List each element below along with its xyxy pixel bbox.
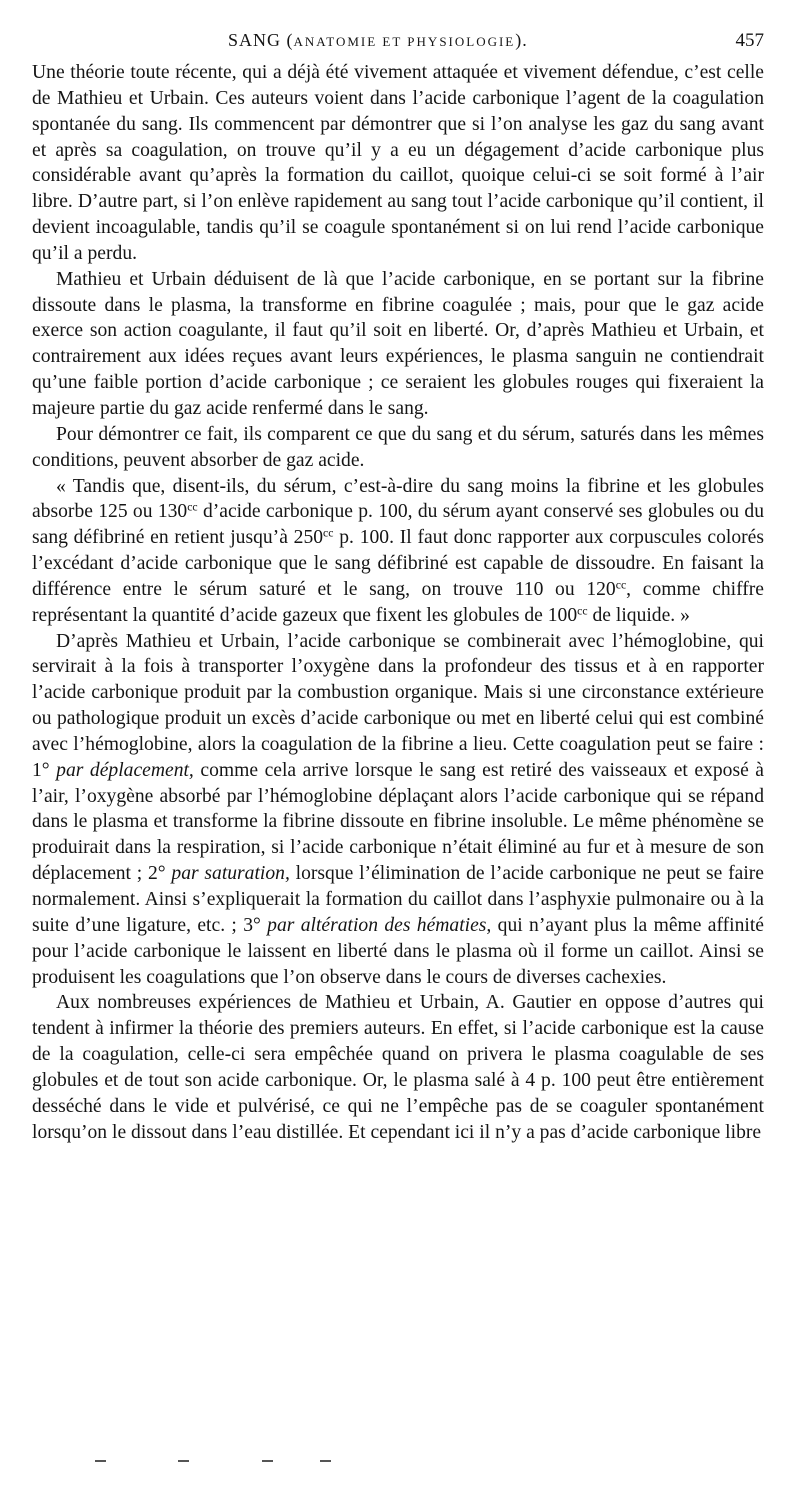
- print-mark: [95, 1460, 106, 1462]
- paragraph-4-quotation: [32, 474, 764, 629]
- running-title-sub: ANATOMIE ET PHYSIOLOGIE: [293, 34, 516, 49]
- paragraph-2: Mathieu et Urbain déduisent de là que l’acide carbonique, en se portant sur la fibrine dissoute dans le plasma, la transforme en fibrine coagulée ; mais, pour que le gaz acide exerce son action coagulante, il faut qu’il soit en liberté. Or, d’après Mathieu et Urbain, et contrairement aux idées reçues avant leurs expériences, le plasma sanguin ne contiendrait qu’une faible portion d’acide carbonique ; ce seraient les globules rouges qui fixeraient la majeure partie du gaz acide renfermé dans le sang.: [32, 268, 764, 419]
- p5-text-d: qui n’ayant plus la même affinité pour l’acide carbonique le laissent en liberté dans le plasma où il forme un caillot. Ainsi se produisent les coagulations que l’on observe dans le cours de diverses cachexies.: [32, 914, 764, 988]
- running-head: [32, 28, 764, 60]
- running-title-close: ).: [515, 30, 528, 50]
- running-title: [228, 30, 528, 51]
- p5-text-c: lorsque l’élimination de l’acide carbonique ne peut se faire normalement. Ainsi s’expliquerait la formation du caillot dans l’asphyxie pulmonaire ou à la suite d’une ligature, etc. ; 3°: [32, 863, 764, 936]
- p5-text-b: comme cela arrive lorsque le sang est retiré des vaisseaux et exposé à l’air, l’oxygène absorbé par l’hémoglobine déplaçant alors l’acide carbonique qui se répand dans le plasma et transforme la fibrine dissoute en fibrine insoluble. Le même phénomène se produirait dans la respiration, si l’acide carbonique n’était éliminé au fur et à mesure de son déplacement ; 2°: [32, 759, 765, 885]
- paragraph-3: Pour démontrer ce fait, ils comparent ce que du sang et du sérum, saturés dans les mêmes conditions, peuvent absorber de gaz acide.: [32, 423, 764, 471]
- cc-superscript: cc: [615, 578, 627, 592]
- page-bottom-marks: [0, 1460, 800, 1464]
- paragraph-5: [32, 629, 764, 991]
- italic-term-saturation: par saturation,: [171, 863, 290, 885]
- italic-term-alteration: par altération des hématies,: [267, 914, 492, 936]
- italic-term-deplacement: par déplacement,: [56, 759, 194, 781]
- print-mark: [320, 1460, 331, 1462]
- paragraph-1: Une théorie toute récente, qui a déjà été vivement attaquée et vivement défendue, c’est celle de Mathieu et Urbain. Ces auteurs voient dans l’acide carbonique l’agent de la coagulation spontanée du sang. Ils commencent par démontrer que si l’on analyse les gaz du sang avant et après sa coagulation, on trouve qu’il y a eu un dégagement d’acide carbonique plus considérable avant qu’après la formation du caillot, quoique celui-ci se soit formé à l’air libre. D’autre part, si l’on enlève rapidement au sang tout l’acide carbonique qu’il contient, il devient incoagulable, tandis qu’il se coagule spontanément si on lui rend l’acide carbonique qu’il a perdu.: [32, 62, 764, 264]
- quote-text-e: de liquide. »: [587, 604, 690, 626]
- print-mark: [262, 1460, 273, 1462]
- running-title-main: SANG: [228, 30, 282, 50]
- page-number: 457: [735, 30, 764, 51]
- quote-text-a: « Tandis que, disent-ils, du sérum, c’est-à-dire du sang moins la fibrine et les globules absorbe 125 ou 130: [32, 475, 764, 523]
- running-title-open: (: [286, 30, 294, 50]
- paragraph-6: Aux nombreuses expériences de Mathieu et Urbain, A. Gautier en oppose d’autres qui tendent à infirmer la théorie des premiers auteurs. En effet, si l’acide carbonique est la cause de la coagulation, celle-ci sera empêchée quand on privera le plasma coagulable de ses globules et de tout son acide carbonique. Or, le plasma salé à 4 p. 100 peut être entièrement desséché dans le vide et pulvérisé, ce qui ne l’empêche pas de se coaguler spontanément lorsqu’on le dissout dans l’eau distillée. Et cependant ici il n’y a pas d’acide carbonique libre: [32, 992, 764, 1143]
- cc-superscript: cc: [187, 500, 198, 514]
- print-mark: [178, 1460, 189, 1462]
- p5-text-a: D’après Mathieu et Urbain, l’acide carbonique se combinerait avec l’hémoglobine, qui servirait à la fois à transporter l’oxygène dans la profondeur des tissus et à en rapporter l’acide carbonique produit par la combustion organique. Mais si une circonstance extérieure ou pathologique produit un excès d’acide carbonique ou met en liberté celui qui est combiné avec l’hémoglobine, alors la coagulation de la fibrine a lieu. Cette coagulation peut se faire : 1°: [32, 630, 764, 781]
- page: [32, 28, 764, 1145]
- quote-text-d: , comme chiffre représentant la quantité d’acide gazeux que fixent les globules de 100: [32, 578, 764, 626]
- cc-superscript: cc: [323, 526, 334, 540]
- cc-superscript: cc: [577, 604, 588, 618]
- body-text: [32, 60, 764, 1145]
- quote-text-c: p. 100. Il faut donc rapporter aux corpuscules colorés l’excédant d’acide carbonique que le sang défibriné est capable de dissoudre. En faisant la différence entre le sérum saturé et le sang, on trouve 110 ou 120: [32, 527, 764, 600]
- quote-text-b: d’acide carbonique p. 100, du sérum ayant conservé ses globules ou du sang défibriné en retient jusqu’à 250: [32, 501, 764, 549]
